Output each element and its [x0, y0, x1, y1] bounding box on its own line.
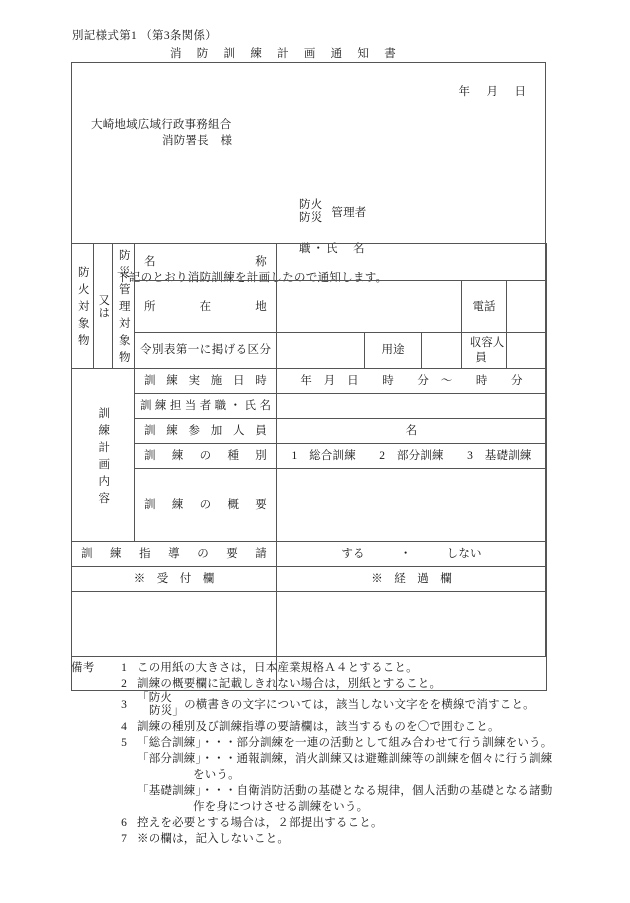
field-phone-value[interactable] — [507, 281, 547, 333]
notification-statement: 下記のとおり消防訓練を計画したので通知します。 — [117, 272, 388, 284]
field-training-type-options[interactable]: 1 総合訓練 2 部分訓練 3 基礎訓練 — [277, 444, 547, 469]
table-row-category — [72, 333, 547, 369]
job-and-name-label: 職・氏 名 — [299, 243, 367, 255]
field-training-participants[interactable]: 名 — [277, 419, 547, 444]
remark-stacked-terms — [137, 692, 184, 718]
remark-item-1 — [71, 660, 571, 676]
table-row-name — [72, 244, 547, 281]
table-row-training-datetime — [72, 369, 547, 394]
field-training-officer[interactable] — [277, 394, 547, 419]
remarks-section — [71, 660, 571, 847]
remark-number: 5 — [121, 736, 127, 749]
label-reception-column: ※ 受 付 欄 — [72, 567, 277, 592]
vertical-label-training-plan: 訓練計画内容 — [72, 369, 135, 542]
remark-number: 3 — [121, 699, 127, 712]
remark-item-5 — [71, 735, 571, 751]
label-training-outline: 訓練の概要 — [135, 469, 277, 542]
table-row-office-headers — [72, 567, 547, 592]
table-row-training-outline — [72, 469, 547, 542]
table-row-training-officer — [72, 394, 547, 419]
label-category: 令別表第一に掲げる区分 — [135, 333, 277, 369]
remark-item-3 — [71, 692, 571, 718]
remark-item-2 — [71, 676, 571, 692]
table-row-address — [72, 281, 547, 333]
remark-text: 「総合訓練」・・・部分訓練を一連の活動として組み合わせて行う訓練をいう。 — [137, 736, 553, 749]
main-form-table — [71, 243, 547, 691]
remark-text: 訓練の概要欄に記載しきれない場合は，別紙とすること。 — [137, 678, 442, 691]
remark-stacked-bottom: 防災」 — [149, 705, 185, 718]
remark-item-6 — [71, 815, 571, 831]
vertical-label-mataha: 又は — [94, 244, 113, 369]
label-training-type: 訓練の種別 — [135, 444, 277, 469]
manager-designation — [299, 199, 367, 225]
field-guidance-request-options[interactable]: する ・ しない — [277, 542, 547, 567]
manager-word: 管理者 — [331, 206, 367, 219]
date-line: 年 月 日 — [458, 86, 527, 98]
manager-type-bousai: 防災 — [299, 211, 323, 224]
manager-type-stack — [299, 199, 322, 225]
remarks-heading: 備考 — [71, 662, 95, 674]
field-training-outline[interactable] — [277, 469, 547, 542]
remark-number: 4 — [121, 720, 127, 733]
label-phone: 電話 — [462, 281, 507, 333]
table-row-guidance-request — [72, 542, 547, 567]
remark-item-4 — [71, 719, 571, 735]
label-training-officer: 訓練担当者職・氏名 — [135, 394, 277, 419]
label-use: 用途 — [365, 333, 422, 369]
label-training-participants: 訓練参加人員 — [135, 419, 277, 444]
field-training-datetime[interactable]: 年 月 日 時 分 ～ 時 分 — [277, 369, 547, 394]
label-guidance-request: 訓練指導の要請 — [72, 542, 277, 567]
field-use-value[interactable] — [422, 333, 462, 369]
remark-stacked-top: 「防火 — [137, 692, 173, 705]
addressee-organization: 大崎地域広域行政事務組合 — [91, 119, 232, 131]
remark-item-7 — [71, 831, 571, 847]
label-address: 所在地 — [135, 281, 277, 333]
field-capacity-value[interactable] — [507, 333, 547, 369]
table-row-training-type — [72, 444, 547, 469]
label-training-datetime: 訓練実施日時 — [135, 369, 277, 394]
manager-type-bouka: 防火 — [299, 199, 323, 211]
field-name-value[interactable] — [277, 244, 547, 281]
remark-text: ※の欄は，記入しないこと。 — [137, 833, 290, 846]
label-capacity: 収容人員 — [462, 333, 507, 369]
field-address-value[interactable] — [277, 281, 462, 333]
remark-number: 2 — [121, 678, 127, 691]
remark-text: 訓練の種別及び訓練指導の要請欄は，該当するものを〇で囲むこと。 — [137, 720, 500, 733]
remark-text: この用紙の大きさは，日本産業規格Ａ４とすること。 — [137, 662, 418, 674]
document-title: 消 防 訓 練 計 画 通 知 書 — [170, 48, 402, 60]
remark-5-subline-3: 「基礎訓練」・・・自衛消防活動の基礎となる規律，個人活動の基礎となる諸動 — [137, 785, 553, 797]
field-category-value[interactable] — [277, 333, 365, 369]
remark-number: 6 — [121, 817, 127, 830]
vertical-label-bouka-taishobutsu: 防火対象物 — [72, 244, 94, 369]
remark-5-subline-1: 「部分訓練」・・・通報訓練，消火訓練又は避難訓練等の訓練を個々に行う訓練 — [137, 752, 553, 765]
addressee-title: 消防署長 様 — [162, 135, 233, 147]
form-number: 別記様式第1 （第3条関係） — [72, 30, 218, 42]
remark-text: 控えを必要とする場合は，２部提出すること。 — [137, 817, 383, 830]
remark-5-subline-2: をいう。 — [193, 768, 240, 781]
label-name: 名称 — [135, 244, 277, 281]
remark-5-subline-4: 作を身につけさせる訓練をいう。 — [193, 801, 369, 814]
vertical-label-bousai-kanri-taishobutsu: 防災管理対象物 — [113, 244, 135, 369]
remark-text: の横書きの文字については，該当しない文字をを横線で消すこと。 — [184, 699, 535, 712]
remark-number: 1 — [121, 662, 127, 674]
table-row-training-participants — [72, 419, 547, 444]
label-progress-column: ※ 経 過 欄 — [277, 567, 547, 592]
remark-number: 7 — [121, 833, 127, 846]
